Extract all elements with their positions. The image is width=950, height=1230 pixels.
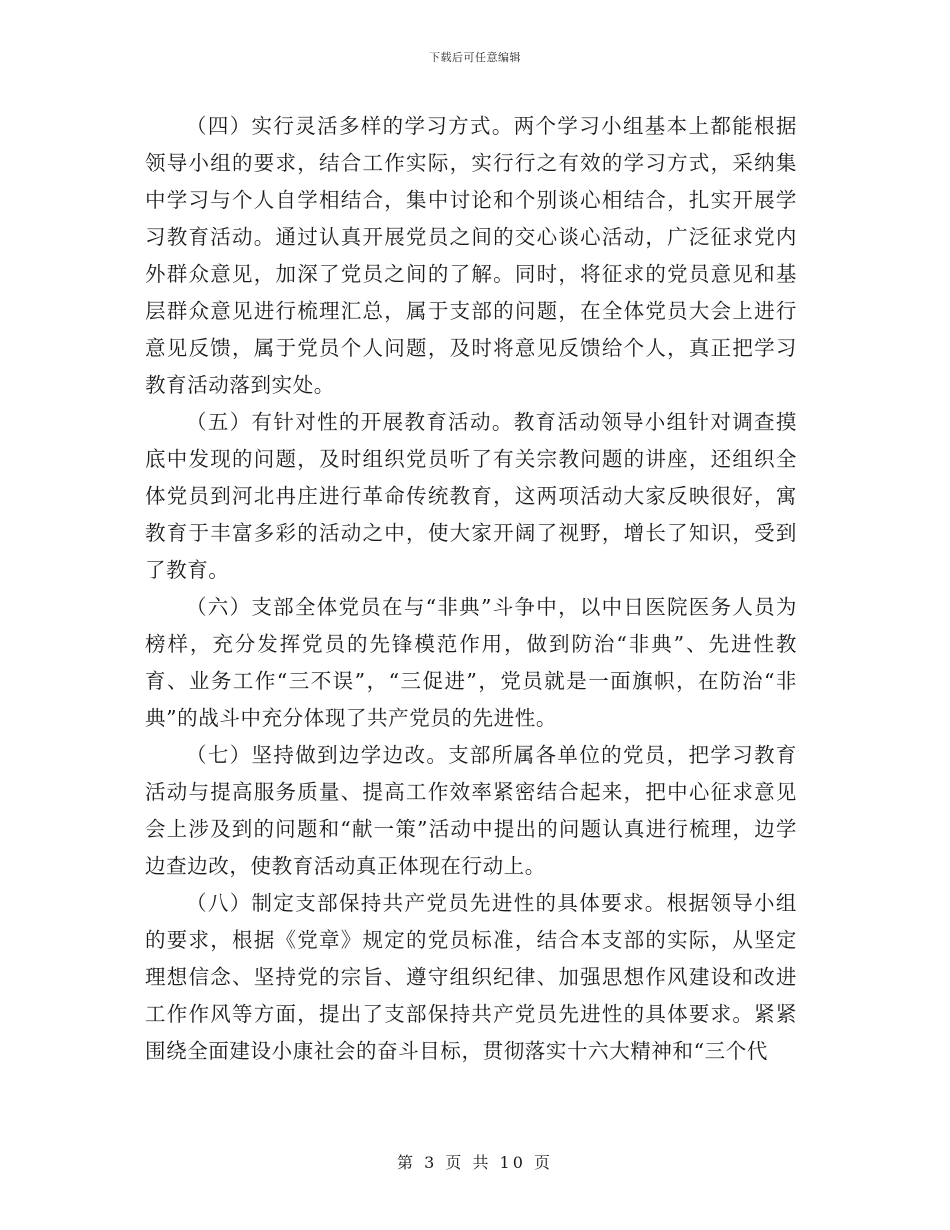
document-body (145, 108, 797, 1070)
paragraph-7: （七）坚持做到边学边改。支部所属各单位的党员，把学习教育活动与提高服务质量、提高工作效率紧密结合起来，把中心征求意见会上涉及到的问题和“献一策”活动中提出的问题认真进行梳理，边学边查边改，使教育活动真正体现在行动上。 (145, 743, 797, 878)
paragraph-8: （八）制定支部保持共产党员先进性的具体要求。根据领导小组的要求，根据《党章》规定的党员标准，结合本支部的实际，从坚定理想信念、坚持党的宗旨、遵守组织纪律、加强思想作风建设和改进工作作风等方面，提出了支部保持共产党员先进性的具体要求。紧紧围绕全面建设小康社会的奋斗目标，贯彻落实十六大精神和“三个代 (145, 891, 797, 1063)
paragraph-6: （六）支部全体党员在与“非典”斗争中，以中日医院医务人员为榜样，充分发挥党员的先锋模范作用，做到防治“非典”、先进性教育、业务工作“三不误”，“三促进”，党员就是一面旗帜，在防治“非典”的战斗中充分体现了共产党员的先进性。 (145, 595, 797, 730)
page-header: 下载后可任意编辑 (429, 51, 521, 64)
paragraph-4: （四）实行灵活多样的学习方式。两个学习小组基本上都能根据领导小组的要求，结合工作实际，实行行之有效的学习方式，采纳集中学习与个人自学相结合，集中讨论和个别谈心相结合，扎实开展学习教育活动。通过认真开展党员之间的交心谈心活动，广泛征求党内外群众意见，加深了党员之间的了解。同时，将征求的党员意见和基层群众意见进行梳理汇总，属于支部的问题，在全体党员大会上进行意见反馈，属于党员个人问题，及时将意见反馈给个人，真正把学习教育活动落到实处。 (145, 114, 797, 397)
paragraph-5: （五）有针对性的开展教育活动。教育活动领导小组针对调查摸底中发现的问题，及时组织党员听了有关宗教问题的讲座，还组织全体党员到河北冉庄进行革命传统教育，这两项活动大家反映很好，寓教育于丰富多彩的活动之中，使大家开阔了视野，增长了知识，受到了教育。 (145, 410, 797, 582)
page-number-footer: 第 3 页 共 10 页 (397, 1153, 553, 1172)
